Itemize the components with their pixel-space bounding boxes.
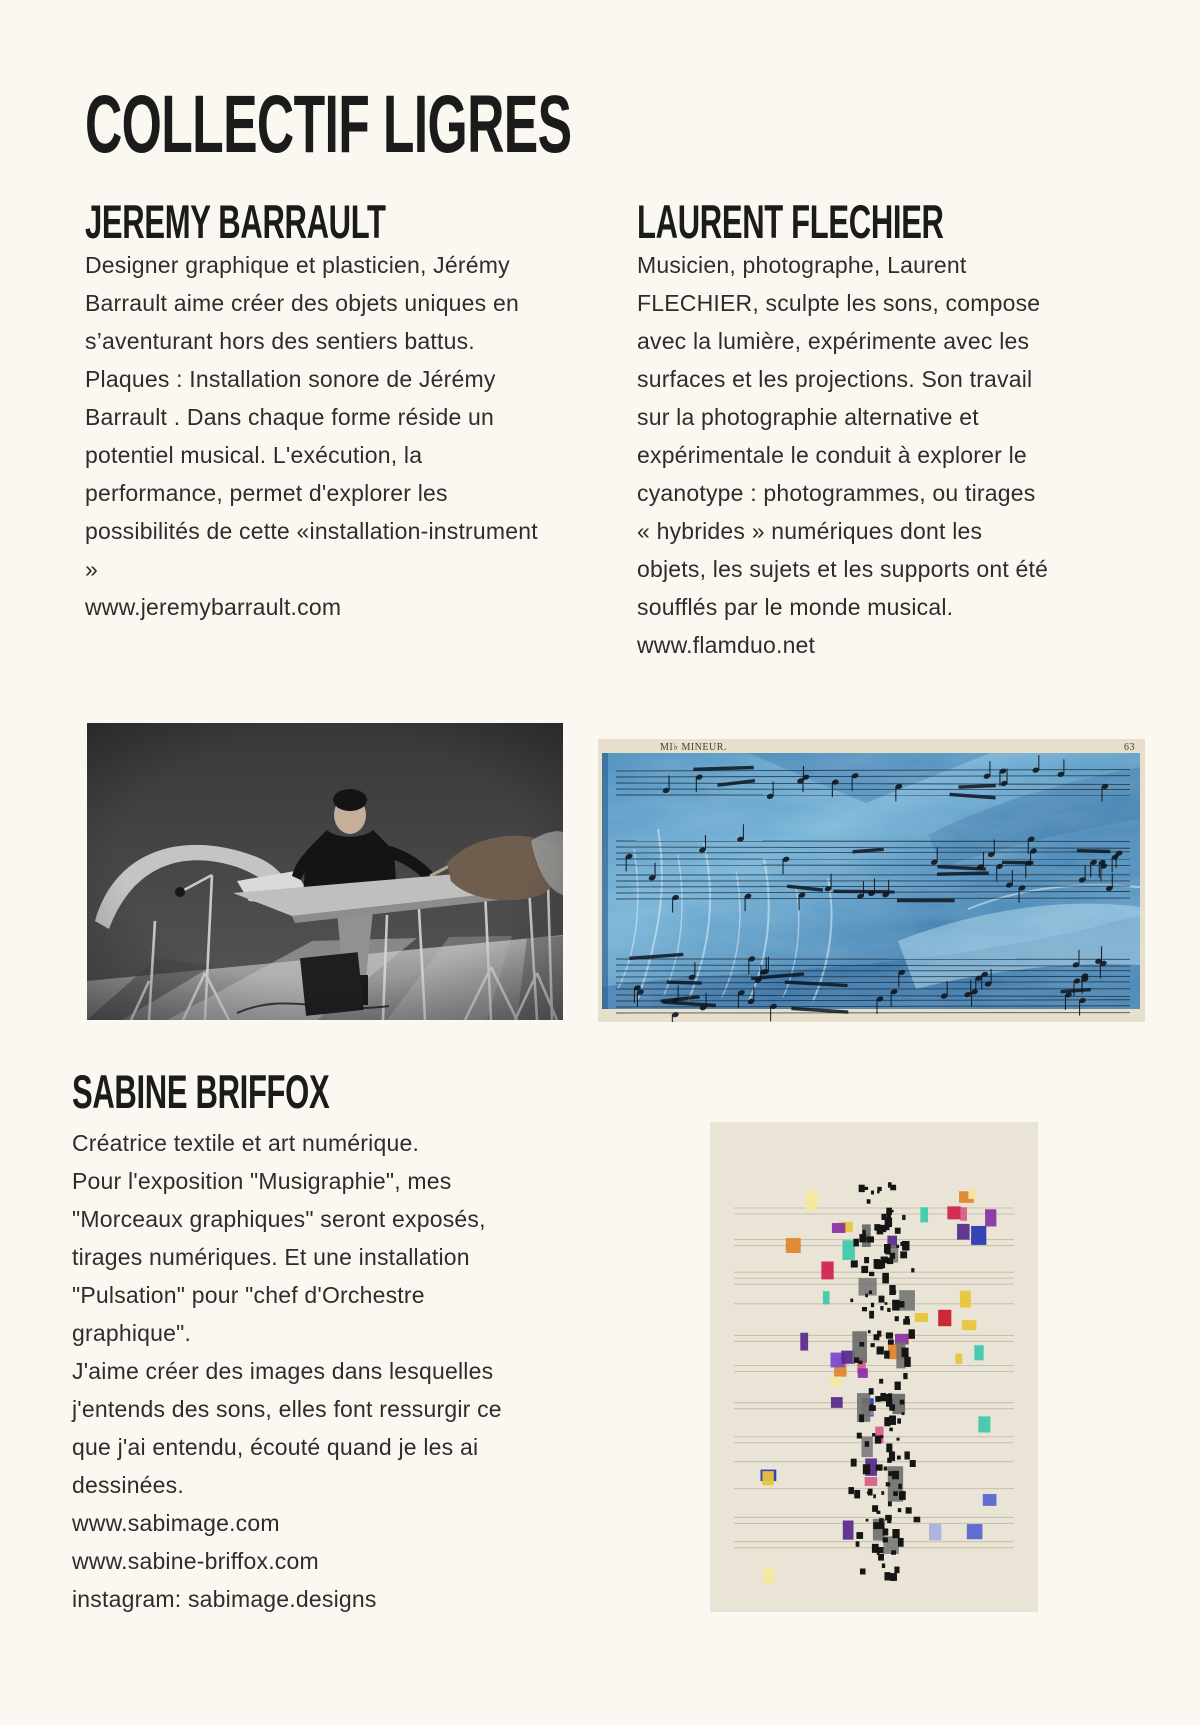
laurent-bio-paragraph: Musicien, photographe, Laurent FLECHIER, sculpte les sons, compose avec la lumière, expérimente avec les surfaces et les projections. Son travail sur la photographie alternative et expérimentale le conduit à explorer le cyanotype : photogrammes, ou tirages « hybrides » numériques dont les objets, les sujets et les supports ont été soufflés par le monde musical.: [637, 252, 1049, 620]
jeremy-website-link[interactable]: www.jeremybarrault.com: [85, 594, 342, 620]
jeremy-bio-column: [85, 246, 543, 626]
sabine-bio-paragraph-1: Créatrice textile et art numérique.: [72, 1130, 420, 1156]
artist-name-jeremy-barrault: JEREMY BARRAULT: [85, 195, 386, 248]
artist-name-laurent-flechier: LAURENT FLECHIER: [637, 195, 944, 248]
sabine-bio-paragraph-2: Pour l'exposition "Musigraphie", mes "Morceaux graphiques" seront exposés, tirages numériques. Et une installation "Pulsation" pour "chef d'Orchestre graphique".: [72, 1168, 486, 1346]
laurent-bio-column: [637, 246, 1051, 664]
cyanotype-page-number: 63: [1124, 742, 1135, 753]
page-title: COLLECTIF LIGRES: [85, 79, 572, 170]
jeremy-bio-paragraph-2: Plaques : Installation sonore de Jérémy Barrault . Dans chaque forme réside un potentiel musical. L'exécution, la performance, permet d'explorer les possibilités de cette «installation-instrument »: [85, 366, 538, 582]
artist-name-sabine-briffox: SABINE BRIFFOX: [72, 1065, 330, 1118]
cyanotype-key-label: MI♭ MINEUR.: [660, 742, 727, 753]
sabine-bio-paragraph-3: J'aime créer des images dans lesquelles j'entends des sons, elles font ressurgir ce que j'ai entendu, écouté quand je les ai dessinées.: [72, 1358, 502, 1498]
sabine-bio-column: [72, 1124, 524, 1618]
sabine-website-link-2[interactable]: www.sabine-briffox.com: [72, 1548, 319, 1574]
sabine-website-link-1[interactable]: www.sabimage.com: [72, 1510, 280, 1536]
jeremy-bio-paragraph-1: Designer graphique et plasticien, Jérémy Barrault aime créer des objets uniques en s’aventurant hors des sentiers battus.: [85, 252, 519, 354]
laurent-website-link[interactable]: www.flamduo.net: [637, 632, 816, 658]
sabine-instagram-link[interactable]: instagram: sabimage.designs: [72, 1586, 377, 1612]
sabine-briffox-artwork: [710, 1122, 1038, 1612]
laurent-flechier-cyanotype: [598, 739, 1145, 1022]
jeremy-barrault-photo: [87, 723, 563, 1020]
